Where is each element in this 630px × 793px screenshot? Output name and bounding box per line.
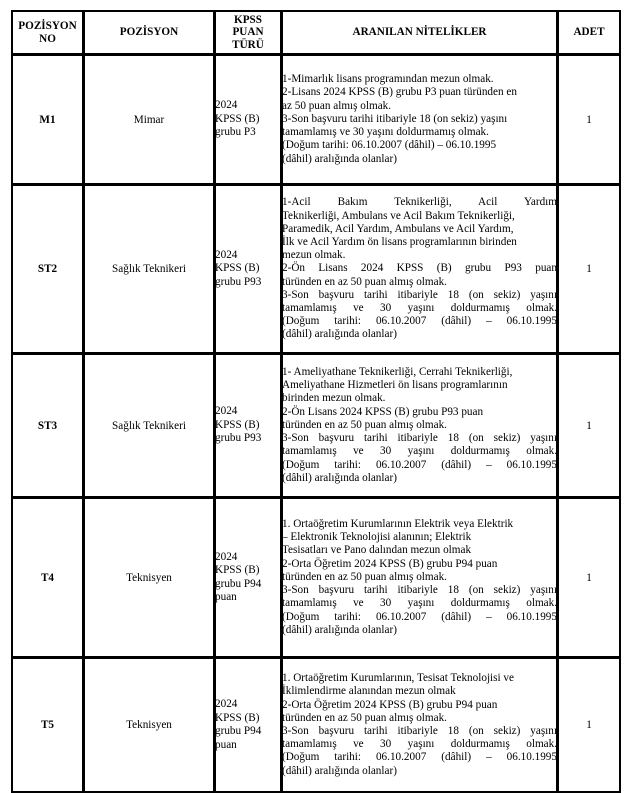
position-title: Mimar — [84, 55, 215, 185]
qualifications — [282, 185, 558, 354]
qualification-line: Paramedik, Acil Yardım, Ambulans ve Acil Yardım, — [282, 222, 514, 235]
position-title: Sağlık Teknikeri — [84, 354, 215, 498]
kpss-line: grubu P93 — [215, 275, 262, 288]
qualification-line: türünden en az 50 puan almış olmak. — [282, 570, 447, 583]
position-title: Teknisyen — [84, 498, 215, 658]
kpss-line: grubu P94 — [215, 577, 262, 590]
kpss-score-type — [215, 658, 282, 793]
positions-table — [11, 10, 621, 793]
qualification-line: İklimlendirme alanından mezun olmak — [282, 685, 456, 698]
qualification-line: Teknikerliği, Ambulans ve Acil Bakım Teknikerliği, — [282, 209, 515, 222]
kpss-score-type — [215, 498, 282, 658]
header-position-no-line2: NO — [39, 32, 56, 45]
kpss-line: 2024 — [215, 248, 238, 261]
position-code: M1 — [12, 55, 84, 185]
kpss-line: KPSS (B) — [215, 711, 260, 724]
qualification-line: 2-Ön Lisans 2024 KPSS (B) grubu P93 puan — [282, 405, 484, 418]
qualification-line: 2-Ön Lisans 2024 KPSS (B) grubu P93 puan — [282, 262, 557, 275]
qualification-line: türünden en az 50 puan almış olmak. — [282, 275, 447, 288]
qualification-line: 1. Ortaöğretim Kurumlarının Elektrik veya Elektrik — [282, 518, 514, 531]
qualification-line: türünden en az 50 puan almış olmak. — [282, 711, 447, 724]
kpss-line: KPSS (B) — [215, 418, 260, 431]
qualification-line: (Doğum tarihi: 06.10.2007 (dâhil) – 06.10.1995 — [282, 751, 557, 764]
position-title: Teknisyen — [84, 658, 215, 793]
qualifications — [282, 354, 558, 498]
kpss-line: puan — [215, 591, 237, 603]
qualifications — [282, 658, 558, 793]
header-row — [12, 11, 621, 55]
kpss-line: 2024 — [215, 550, 238, 563]
position-count: 1 — [558, 55, 621, 185]
kpss-line: 2024 — [215, 405, 238, 418]
qualification-line: 1- Ameliyathane Teknikerliği, Cerrahi Teknikerliği, — [282, 366, 513, 379]
qualification-line: 1-Acil Bakım Teknikerliği, Acil Yardım — [282, 196, 557, 209]
qualification-line: 1. Ortaöğretim Kurumlarının, Tesisat Teknolojisi ve — [282, 672, 514, 685]
qualifications — [282, 55, 558, 185]
qualification-line: 3-Son başvuru tarihi itibariyle 18 (on sekiz) yaşını — [282, 112, 508, 125]
kpss-line: grubu P3 — [215, 126, 256, 139]
qualification-line: (Doğum tarihi: 06.10.2007 (dâhil) – 06.10.1995 — [282, 610, 557, 623]
header-position-no-line1: POZİSYON — [18, 20, 77, 32]
qualification-line: 3-Son başvuru tarihi itibariyle 18 (on sekiz) yaşını — [282, 584, 557, 597]
table-row — [12, 498, 621, 658]
kpss-line: KPSS (B) — [215, 262, 260, 275]
header-kpss-line1: KPSS — [234, 13, 262, 26]
qualification-line: (dâhil) aralığında olanlar) — [282, 471, 397, 484]
qualification-line: (dâhil) aralığında olanlar) — [282, 623, 397, 636]
qualification-line: türünden en az 50 puan almış olmak. — [282, 418, 447, 431]
kpss-line: 2024 — [215, 698, 238, 710]
qualification-line: mezun olmak. — [282, 249, 346, 262]
kpss-score-type — [215, 354, 282, 498]
qualification-line: 2-Orta Öğretim 2024 KPSS (B) grubu P94 puan — [282, 557, 498, 570]
qualification-line: (Doğum tarihi: 06.10.2007 (dâhil) – 06.10.1995 — [282, 315, 557, 328]
qualification-line: (dâhil) aralığında olanlar) — [282, 764, 397, 777]
table-row — [12, 658, 621, 793]
position-code: ST2 — [12, 185, 84, 354]
position-code: T4 — [12, 498, 84, 658]
header-count: ADET — [558, 11, 621, 55]
qualification-line: birinden mezun olmak. — [282, 392, 386, 405]
header-kpss-line3: TÜRÜ — [232, 38, 264, 51]
qualification-line: 3-Son başvuru tarihi itibariyle 18 (on sekiz) yaşını — [282, 725, 557, 737]
position-count: 1 — [558, 354, 621, 498]
header-position-no — [12, 11, 84, 55]
kpss-line: 2024 — [215, 99, 238, 112]
table-row — [12, 354, 621, 498]
qualification-line: tamamlamış ve 30 yaşını doldurmamış olmak. — [282, 597, 557, 610]
qualification-line: Tesisatları ve Pano dalından mezun olmak — [282, 544, 472, 557]
qualification-line: 1-Mimarlık lisans programından mezun olmak. — [282, 73, 494, 86]
position-title: Sağlık Teknikeri — [84, 185, 215, 354]
kpss-line: KPSS (B) — [215, 112, 260, 125]
header-kpss-line2: PUAN — [232, 26, 264, 39]
qualification-line: 3-Son başvuru tarihi itibariyle 18 (on sekiz) yaşını — [282, 288, 557, 301]
kpss-score-type — [215, 185, 282, 354]
qualification-line: 3-Son başvuru tarihi itibariyle 18 (on sekiz) yaşını — [282, 432, 557, 445]
qualification-line: tamamlamış ve 30 yaşını doldurmamış olmak. — [282, 126, 489, 139]
header-kpss — [215, 11, 282, 55]
qualification-line: tamamlamış ve 30 yaşını doldurmamış olmak. — [282, 445, 557, 458]
kpss-line: grubu P93 — [215, 432, 262, 445]
position-count: 1 — [558, 498, 621, 658]
qualification-line: az 50 puan almış olmak. — [282, 99, 392, 112]
kpss-line: KPSS (B) — [215, 564, 260, 576]
header-position: POZİSYON — [84, 11, 215, 55]
kpss-line: puan — [215, 738, 237, 751]
qualification-line: – Elektronik Teknolojisi alanının; Elektrik — [282, 531, 472, 544]
position-code: ST3 — [12, 354, 84, 498]
kpss-line: grubu P94 — [215, 725, 262, 737]
table-row — [12, 185, 621, 354]
qualification-line: 2-Orta Öğretim 2024 KPSS (B) grubu P94 puan — [282, 698, 498, 711]
header-qualifications: ARANILAN NİTELİKLER — [282, 11, 558, 55]
table-row — [12, 55, 621, 185]
qualification-line: (dâhil) aralığında olanlar) — [282, 152, 397, 165]
position-count: 1 — [558, 185, 621, 354]
qualification-line: Ameliyathane Hizmetleri ön lisans programlarının — [282, 379, 508, 392]
qualifications — [282, 498, 558, 658]
kpss-score-type — [215, 55, 282, 185]
qualification-line: 2-Lisans 2024 KPSS (B) grubu P3 puan türünden en — [282, 86, 517, 99]
qualification-line: tamamlamış ve 30 yaşını doldurmamış olmak. — [282, 302, 557, 314]
qualification-line: (Doğum tarihi: 06.10.2007 (dâhil) – 06.10.1995 — [282, 139, 497, 152]
qualification-line: tamamlamış ve 30 yaşını doldurmamış olmak. — [282, 738, 557, 751]
qualification-line: (Doğum tarihi: 06.10.2007 (dâhil) – 06.10.1995 — [282, 458, 557, 471]
qualification-line: İlk ve Acil Yardım ön lisans programlarının birinden — [282, 235, 517, 248]
position-code: T5 — [12, 658, 84, 793]
position-count: 1 — [558, 658, 621, 793]
qualification-line: (dâhil) aralığında olanlar) — [282, 328, 397, 341]
